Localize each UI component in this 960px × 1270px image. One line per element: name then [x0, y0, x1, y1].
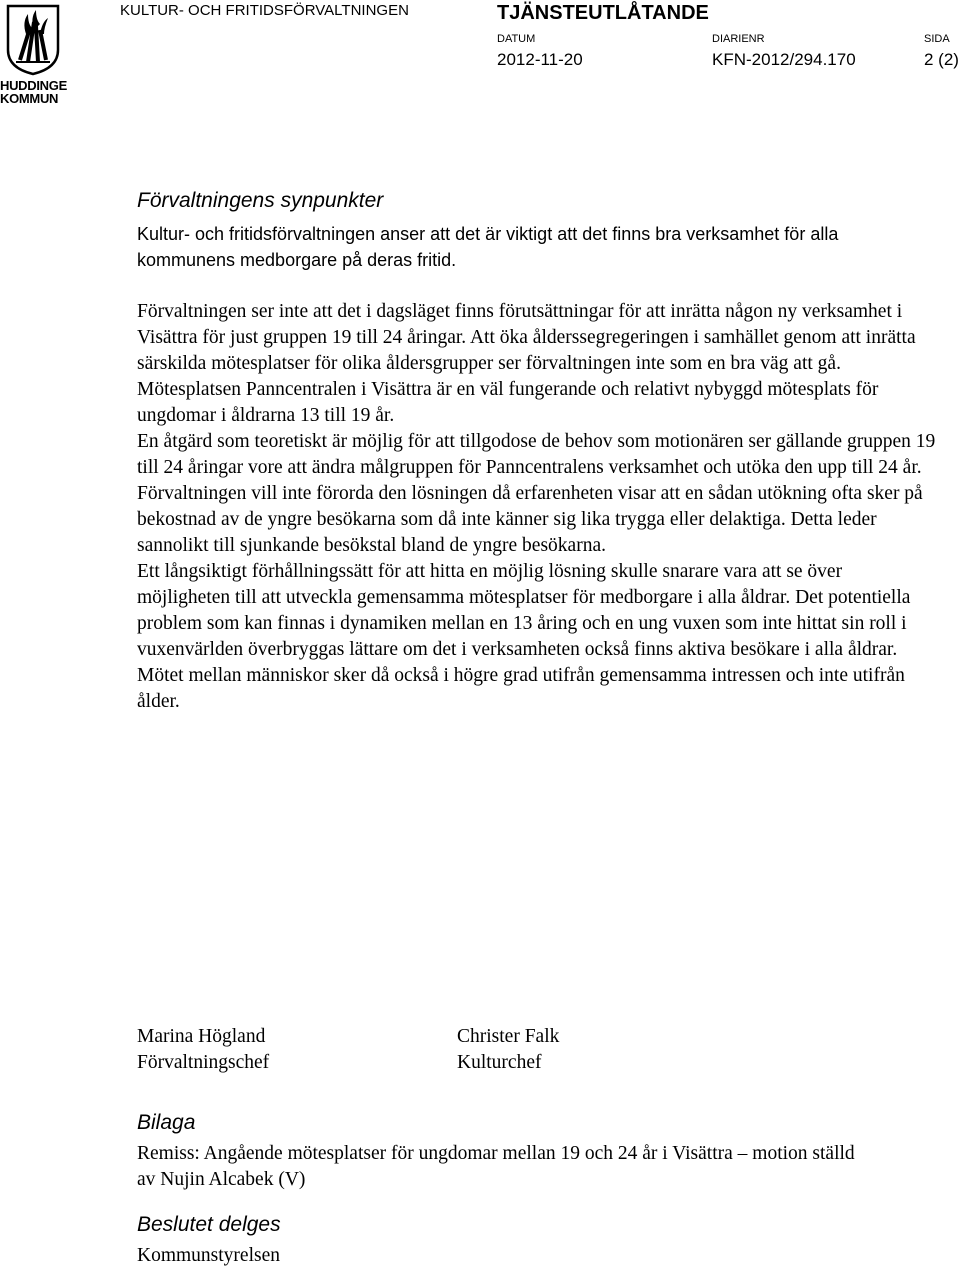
department-name: KULTUR- OCH FRITIDSFÖRVALTNINGEN: [120, 2, 409, 19]
body-paragraph-1: Förvaltningen ser inte att det i dagsläget finns förutsättningar för att inrätta någon ny verksamhet i Visättra för just gruppen 19 till 24 åringar. Att öka ålderssegregeringen i samhället genom att inrätta särskilda mötesplatser för olika åldersgrupper ser förvaltningen inte som en bra väg att gå. Mötesplatsen Panncentralen i Visättra är en väl fungerande och relativt nybyggd mötesplats för ungdomar i åldrarna 13 till 19 år.: [137, 301, 916, 426]
signatory-name: Christer Falk: [457, 1026, 560, 1047]
body-paragraph-3: Ett långsiktigt förhållningssätt för att hitta en möjlig lösning skulle snarare vara att se över möjligheten till att utveckla gemensamma mötesplatser för medborgare i alla åldrar. Det potentiella problem som kan finnas i dynamiken mellan en 13 åring och en ung vuxen som inte hittat sin roll i vuxenvärlden överbryggas lättare om det i verksamheten också finns aktiva besökare i alla åldrar. Mötet mellan människor sker då också i högre grad utifrån gemensamma intressen och inte utifrån ålder.: [137, 561, 911, 712]
signatory-name: Marina Högland: [137, 1026, 266, 1047]
logo-text-line1: HUDDINGE: [0, 78, 67, 93]
diarienr-value: KFN-2012/294.170: [712, 50, 856, 69]
coat-of-arms-icon: [6, 4, 60, 76]
date-value: 2012-11-20: [497, 50, 583, 69]
main-content: [137, 188, 937, 715]
document-type: TJÄNSTEUTLÅTANDE: [497, 2, 709, 24]
signatory-title: Förvaltningschef: [137, 1052, 270, 1073]
diarienr-label: DIARIENR: [712, 33, 765, 45]
body-paragraph-2: En åtgärd som teoretiskt är möjlig för att tillgodose de behov som motionären ser gällande gruppen 19 till 24 åringar vore att ändra målgruppen för Panncentralens verksamhet och utöka den upp till 24 år. Förvaltningen vill inte förorda den lösningen då erfarenheten visar att en sådan utökning ofta sker på bekostnad av de yngre besökarna som då inte känner sig lika trygga eller delaktiga. Detta leder sannolikt till sjunkande besökstal bland de yngre besökarna.: [137, 431, 936, 556]
municipality-logo: [0, 0, 66, 108]
attachment-heading: Bilaga: [137, 1111, 196, 1134]
attachment-text: Remiss: Angående mötesplatser för ungdomar mellan 19 och 24 år i Visättra – motion ställd av Nujin Alcabek (V): [137, 1143, 855, 1190]
distribution-heading: Beslutet delges: [137, 1213, 281, 1236]
signature-block-2: [457, 1024, 559, 1076]
signature-block-1: [137, 1024, 269, 1076]
section-heading: Förvaltningens synpunkter: [137, 189, 384, 212]
signatory-title: Kulturchef: [457, 1052, 542, 1073]
logo-text-line2: KOMMUN: [0, 91, 59, 106]
date-label: DATUM: [497, 33, 536, 45]
intro-paragraph: Kultur- och fritidsförvaltningen anser att det är viktigt att det finns bra verksamhet för alla kommunens medborgare på deras fritid.: [137, 224, 839, 270]
page-label: SIDA: [924, 33, 950, 45]
page-number: 2 (2): [924, 50, 959, 69]
distribution-recipient: Kommunstyrelsen: [137, 1245, 280, 1266]
